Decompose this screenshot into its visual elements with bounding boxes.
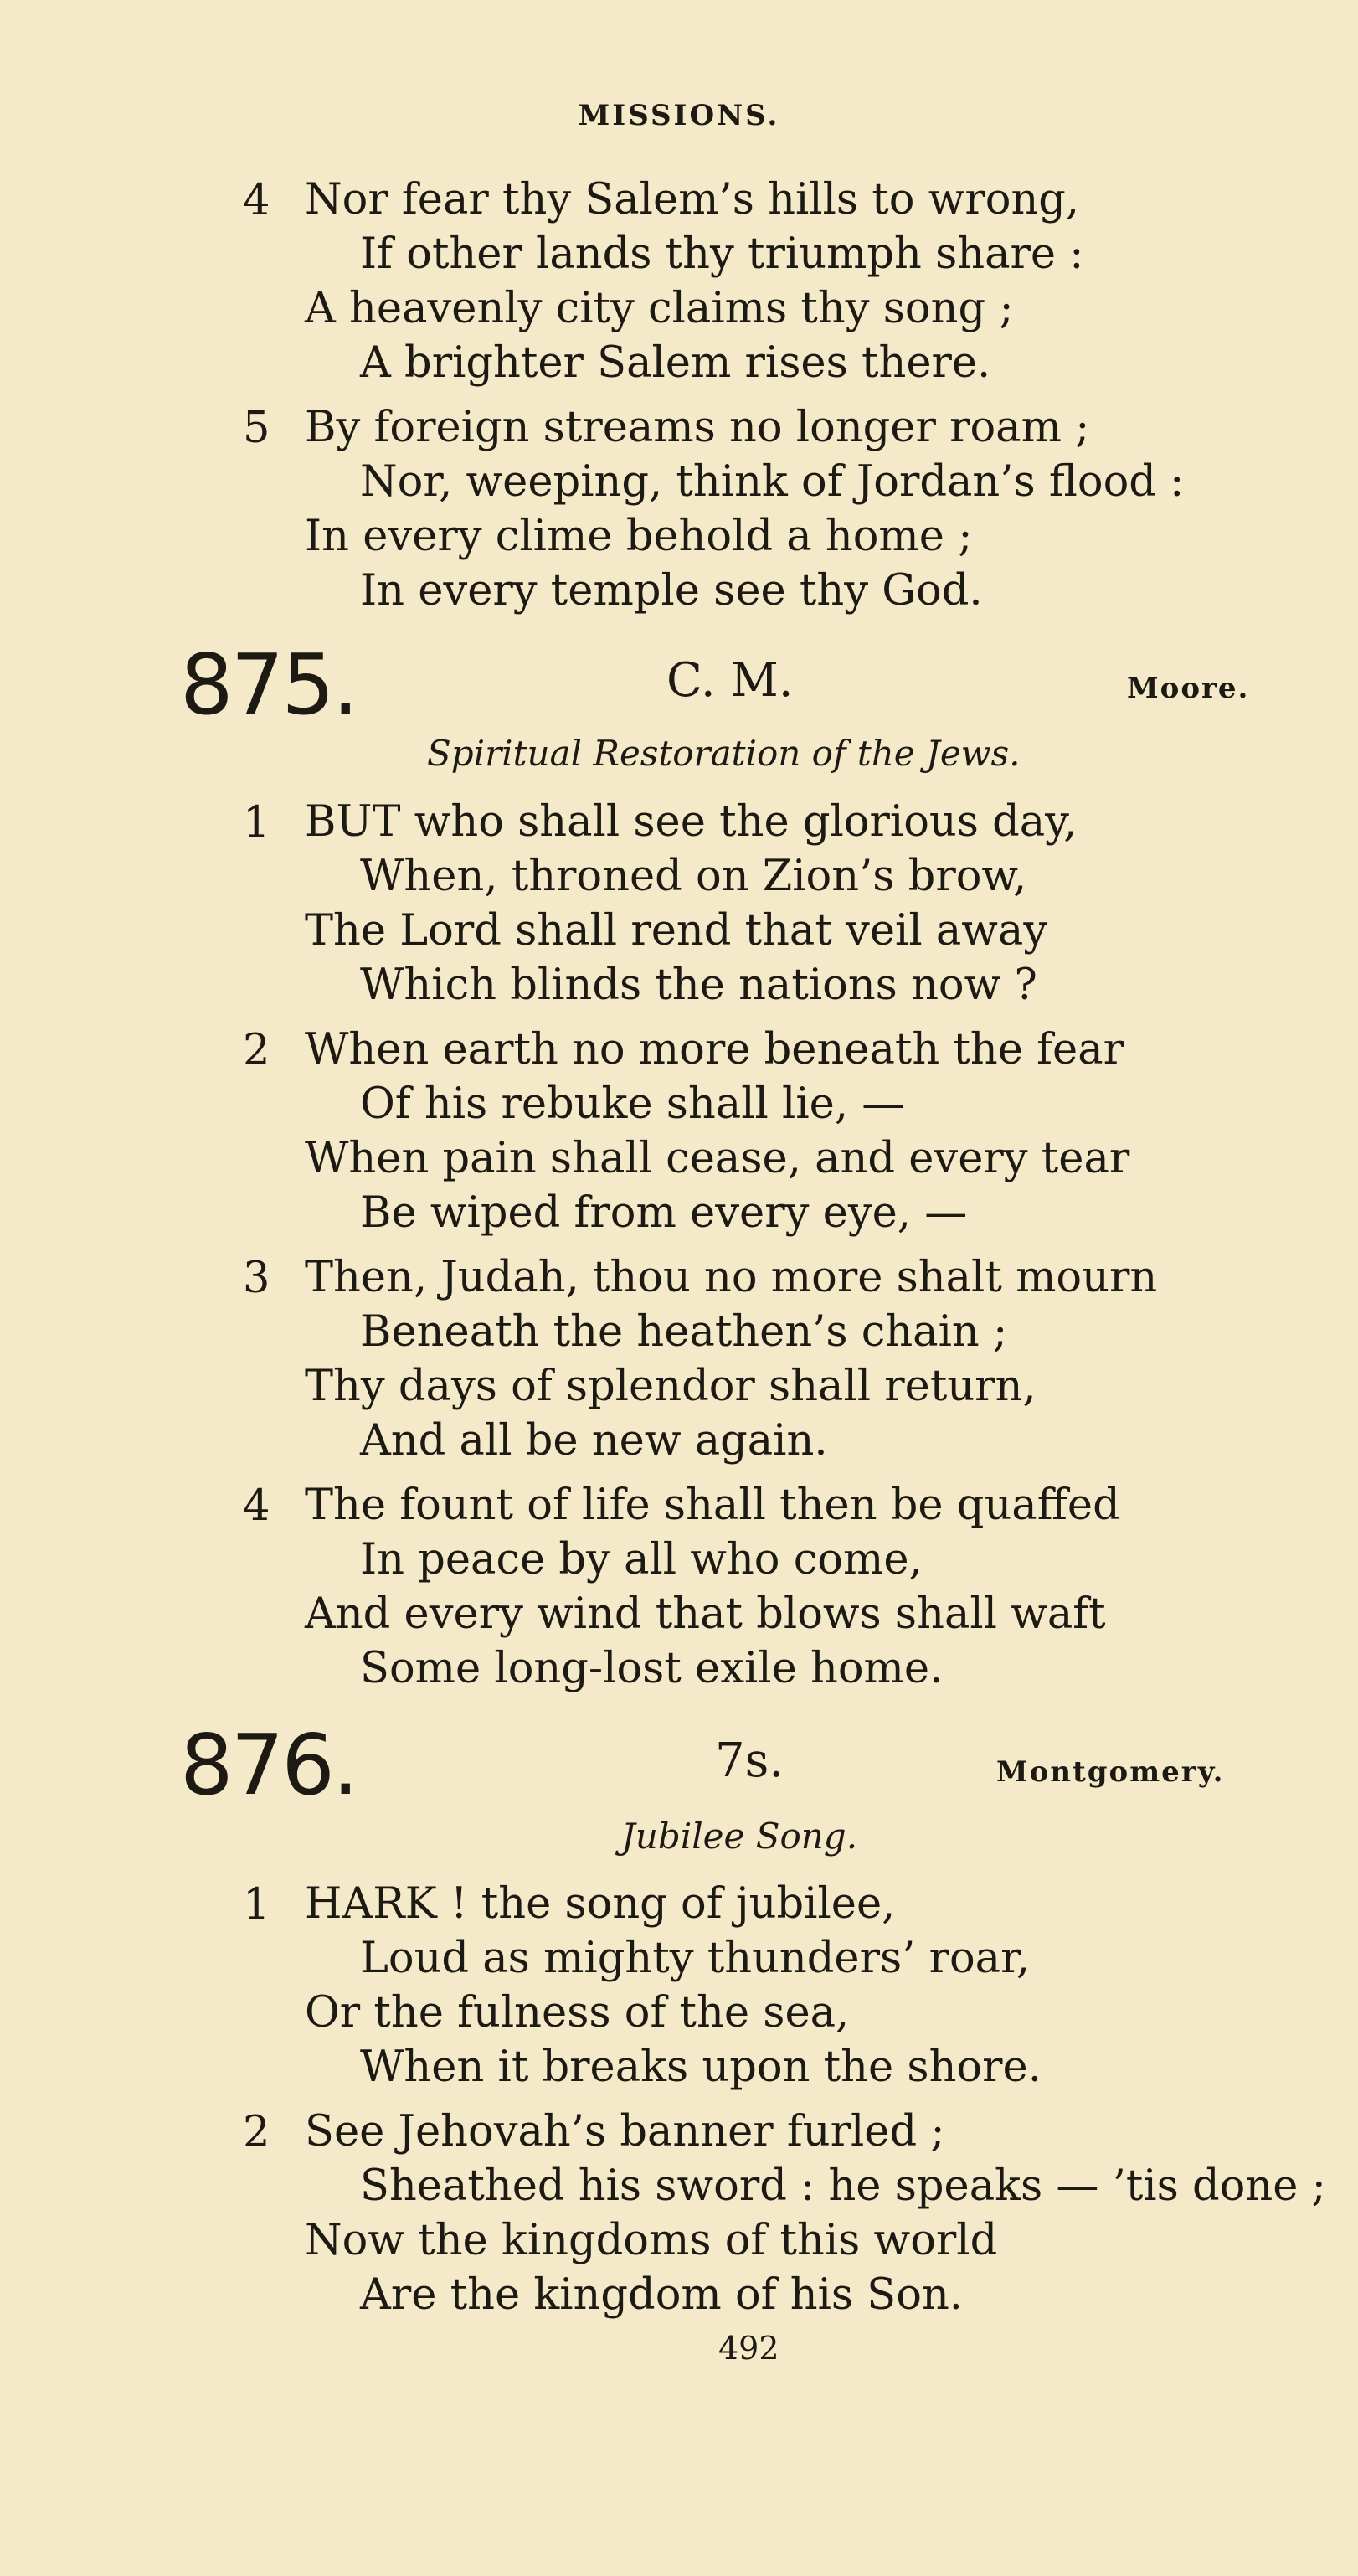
verse-line: The Lord shall rend that veil away	[305, 906, 1048, 956]
verse-line: When earth no more beneath the fear	[305, 1025, 1124, 1074]
running-header: MISSIONS.	[578, 99, 780, 132]
verse-line: Loud as mighty thunders’ roar,	[360, 1934, 1031, 1983]
verse-line: Some long-lost exile home.	[360, 1644, 944, 1693]
verse-line: In every temple see thy God.	[360, 566, 983, 616]
verse-line: Then, Judah, thou no more shalt mourn	[305, 1253, 1158, 1302]
verse-line: Nor fear thy Salem’s hills to wrong,	[305, 175, 1080, 224]
verse-line: When, throned on Zion’s brow,	[360, 852, 1027, 901]
verse-line: See Jehovah’s banner furled ;	[305, 2107, 945, 2156]
verse-line: A brighter Salem rises there.	[360, 338, 991, 388]
verse-number: 3	[243, 1254, 270, 1303]
verse-number: 1	[243, 1880, 270, 1929]
hymn-number: 875.	[180, 636, 357, 734]
verse-line: Are the kingdom of his Son.	[360, 2270, 964, 2320]
verse-line: Sheathed his sword : he speaks — ’tis done ;	[360, 2161, 1326, 2211]
verse-number: 2	[243, 1026, 270, 1075]
verse-line: In peace by all who come,	[360, 1535, 923, 1584]
verse-number: 4	[243, 176, 270, 225]
page-number: 492	[718, 2330, 779, 2367]
verse-line: Beneath the heathen’s chain ;	[360, 1307, 1008, 1357]
verse-line: Nor, weeping, think of Jordan’s flood :	[360, 457, 1185, 507]
hymn-number: 876.	[180, 1716, 357, 1814]
verse-line: Now the kingdoms of this world	[305, 2216, 998, 2265]
hymn-composer: Moore.	[1127, 672, 1250, 705]
verse-line: BUT who shall see the glorious day,	[305, 797, 1078, 847]
verse-number: 4	[243, 1481, 270, 1531]
verse-line: If other lands thy triumph share :	[360, 229, 1084, 279]
verse-line: Be wiped from every eye, —	[360, 1188, 968, 1238]
verse-line: Or the fulness of the sea,	[305, 1988, 850, 2038]
verse-line: And all be new again.	[360, 1416, 828, 1466]
verse-line: By foreign streams no longer roam ;	[305, 403, 1090, 452]
verse-line: And every wind that blows shall waft	[305, 1589, 1106, 1639]
hymn-meter: C. M.	[666, 653, 794, 708]
verse-line: Of his rebuke shall lie, —	[360, 1079, 905, 1129]
verse-line: Thy days of splendor shall return,	[305, 1362, 1037, 1411]
verse-number: 2	[243, 2108, 270, 2157]
verse-line: The fount of life shall then be quaffed	[305, 1481, 1120, 1530]
verse-line: When it breaks upon the shore.	[360, 2043, 1042, 2092]
verse-line: In every clime behold a home ;	[305, 512, 973, 561]
verse-line: A heavenly city claims thy song ;	[305, 284, 1014, 333]
hymn-composer: Montgomery.	[996, 1755, 1225, 1789]
verse-number: 1	[243, 798, 270, 848]
verse-line: When pain shall cease, and every tear	[305, 1134, 1130, 1183]
verse-number: 5	[243, 404, 270, 453]
verse-line: Which blinds the nations now ?	[360, 961, 1037, 1010]
hymn-subtitle: Spiritual Restoration of the Jews.	[427, 733, 1021, 774]
verse-line: HARK ! the song of jubilee,	[305, 1879, 896, 1929]
hymn-subtitle: Jubilee Song.	[621, 1816, 858, 1857]
hymn-meter: 7s.	[715, 1734, 784, 1788]
